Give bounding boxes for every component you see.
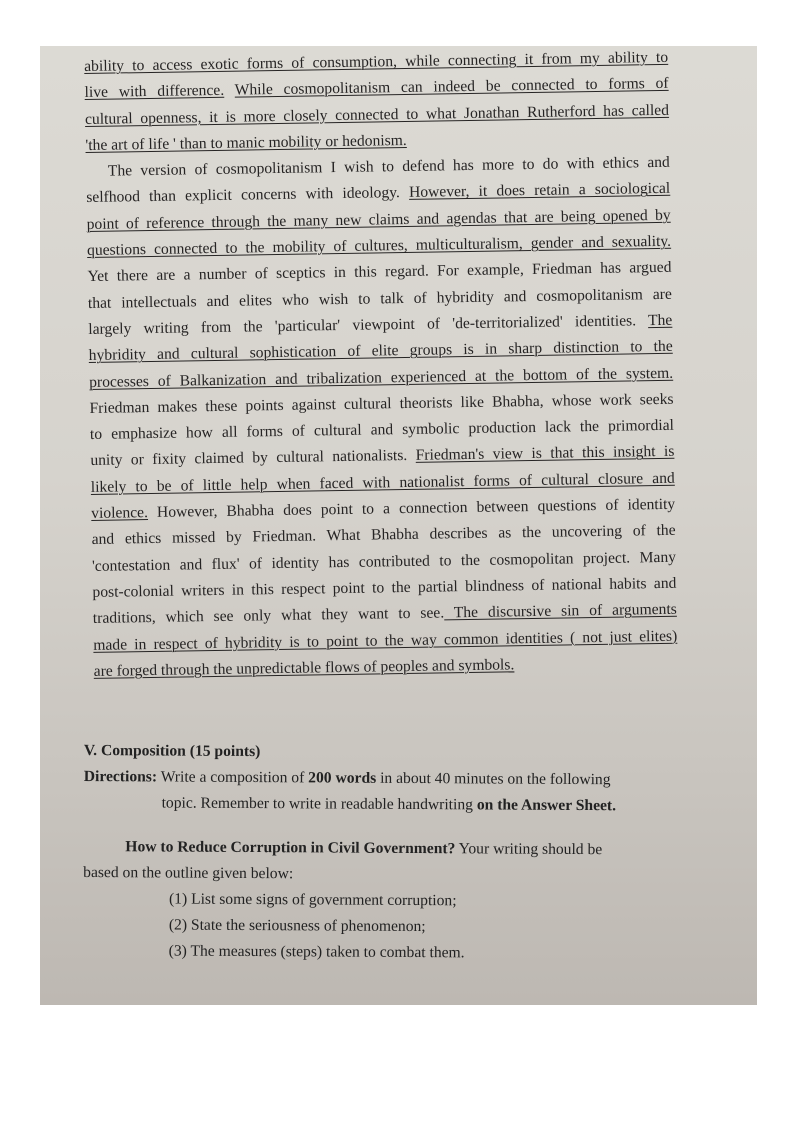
section-heading (84, 738, 684, 768)
plain-text: largely writing from the 'particular' viewpoint of 'de-territorialized' identities. (88, 312, 649, 338)
plain-text: post-colonial writers in this respect point to the partial blindness of national habits and (92, 574, 677, 601)
topic-text: Your writing should be (455, 840, 603, 859)
underlined-text: Friedman's view is that this insight is (415, 443, 675, 465)
topic-line (83, 834, 683, 864)
underlined-text: While cosmopolitanism can indeed be connected to forms of (234, 75, 669, 99)
plain-text: and ethics missed by Friedman. What Bhabha describes as the uncovering of the (91, 522, 676, 549)
outline-item-2: (2) State the seriousness of phenomenon; (168, 916, 426, 936)
underlined-text: 'the art of life ' than to manic mobility or hedonism. (85, 131, 407, 154)
plain-text: that intellectuals and elites who wish to talk of hybridity and cosmopolitanism are (87, 285, 672, 312)
directions-text-c: topic. Remember to write in readable handwriting (161, 794, 477, 814)
document-photo (40, 46, 757, 1005)
directions-text-b: in about 40 minutes on the following (376, 769, 611, 789)
underlined-text: The (647, 311, 673, 330)
underlined-text: processes of Balkanization and tribalization experienced at the bottom of the system. (89, 364, 674, 391)
plain-text: Friedman makes these points against cultural theorists like Bhabha, whose work seeks (89, 390, 674, 417)
answer-sheet-note: on the Answer Sheet. (476, 796, 617, 815)
directions-line-1 (84, 764, 684, 794)
underlined-text: ability to access exotic forms of consumption, while connecting it from my ability to (84, 48, 669, 75)
word-count: 200 words (308, 769, 377, 787)
underlined-text: However, it does retain a sociological (408, 180, 671, 202)
topic-title: How to Reduce Corruption in Civil Government? (125, 838, 456, 858)
underlined-text: questions connected to the mobility of cultures, multiculturalism, gender and sexuality. (86, 232, 672, 260)
outline-item-1: (1) List some signs of government corruption; (168, 890, 457, 910)
plain-text: Yet there are a number of sceptics in this regard. For example, Friedman has argued (87, 259, 672, 286)
underlined-text: cultural openness, it is more closely connected to what Jonathan Rutherford has called (84, 101, 670, 128)
underlined-text: live with difference. (84, 82, 225, 102)
plain-text: selfhood than explicit concerns with ideology. (86, 184, 410, 207)
underlined-text: are forged through the unpredictable flows of peoples and symbols. (93, 656, 515, 680)
plain-text: traditions, which see only what they want to see. (92, 604, 445, 628)
outline-item-3: (3) The measures (steps) taken to combat them. (168, 942, 465, 962)
plain-text: to emphasize how all forms of cultural and symbolic production lack the primordial (89, 416, 675, 444)
composition-section (83, 738, 684, 968)
underlined-text: point of reference through the many new claims and agendas that are being opened by (86, 206, 671, 233)
plain-text: The version of cosmopolitanism I wish to defend has more to do with ethics and (107, 154, 670, 180)
plain-text (224, 82, 235, 99)
underlined-text: likely to be of little help when faced with nationalist forms of cultural closure and (90, 469, 675, 496)
plain-text: unity or fixity claimed by cultural nationalists. (90, 447, 416, 470)
underlined-text: hybridity and cultural sophistication of elite groups is in sharp distinction to the (88, 338, 673, 365)
reading-passage (84, 46, 678, 685)
directions-line-2 (84, 790, 684, 820)
underlined-text: made in respect of hybridity is to point to the way common identities ( not just elites) (93, 627, 678, 654)
directions-label: Directions: (83, 767, 158, 786)
directions-text-a: Write a composition of (157, 768, 309, 787)
topic-line-2: based on the outline given below: (83, 863, 294, 883)
plain-text: 'contestation and flux' of identity has contributed to the cosmopolitan project. Many (91, 548, 677, 575)
plain-text: However, Bhabha does point to a connection between questions of identity (147, 495, 676, 522)
underlined-text: violence. (91, 504, 149, 522)
underlined-text: The discursive sin of arguments (444, 600, 677, 622)
section-heading-text: V. Composition (15 points) (83, 741, 261, 761)
